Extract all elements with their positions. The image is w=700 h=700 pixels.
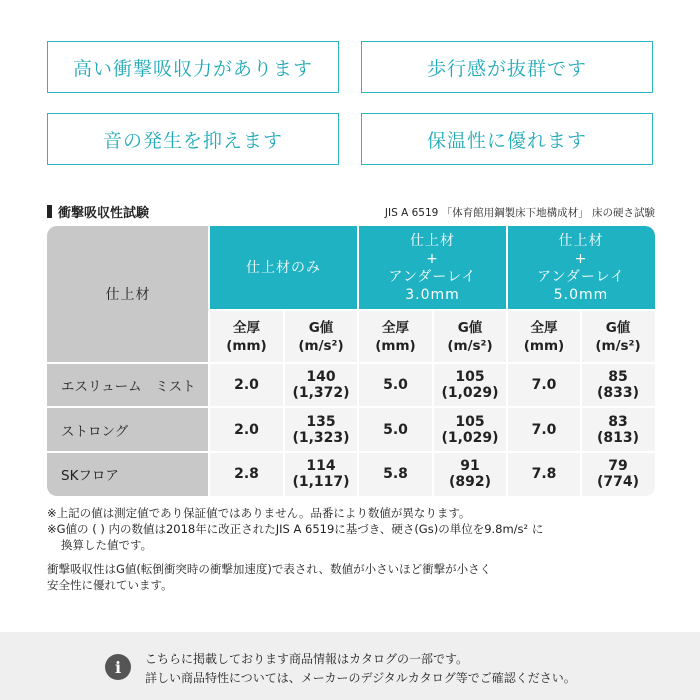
catalog-notice-line: 詳しい商品特性については、メーカーのデジタルカタログ等でご確認ください。 xyxy=(145,671,576,685)
group-header-underlay-5mm xyxy=(507,226,655,310)
table-cell-thickness xyxy=(209,407,284,452)
table-cell-thickness xyxy=(358,363,433,407)
table-cell-g-value xyxy=(581,407,655,452)
cell-value: 2.0 xyxy=(234,421,259,438)
grid-line xyxy=(209,309,655,311)
cell-value-converted: (1,323) xyxy=(292,429,350,446)
group-header-line: アンダーレイ xyxy=(537,269,625,285)
grid-line xyxy=(580,310,582,496)
subheader-label: 全厚 xyxy=(233,319,260,336)
shock-absorption-table xyxy=(47,226,655,496)
cell-value: 85 xyxy=(608,369,628,385)
group-header-line: + xyxy=(574,251,588,267)
group-header-line: 3.0mm xyxy=(405,287,460,303)
subheader-unit: (m/s²) xyxy=(595,337,641,354)
cell-value-converted: (1,372) xyxy=(292,385,350,401)
table-cell-thickness xyxy=(507,363,581,407)
material-name: SKフロア xyxy=(47,452,209,496)
material-name: ストロング xyxy=(47,407,209,452)
grid-line xyxy=(283,310,285,496)
subheader-g-value xyxy=(433,310,507,363)
subheader-label: 全厚 xyxy=(530,319,558,336)
test-standard-label: JIS A 6519 「体育館用鋼製床下地構成材」 床の硬さ試験 xyxy=(384,207,655,219)
table-cell-g-value xyxy=(284,363,358,407)
table-cell-thickness xyxy=(507,452,581,496)
grid-line xyxy=(506,226,508,496)
subheader-unit: (mm) xyxy=(226,337,267,354)
feature-box-sound: 音の発生を抑えます xyxy=(47,113,339,165)
cell-value-converted: (1,029) xyxy=(441,385,499,401)
cell-value: 7.8 xyxy=(531,466,557,482)
cell-value: 5.0 xyxy=(383,377,408,393)
cell-value: 7.0 xyxy=(531,421,557,438)
subheader-g-value xyxy=(581,310,655,363)
catalog-notice-text xyxy=(145,650,576,688)
feature-box-heat-retention: 保温性に優れます xyxy=(361,113,653,165)
group-header-line: アンダーレイ xyxy=(388,269,477,285)
table-cell-g-value xyxy=(433,407,507,452)
section-marker xyxy=(47,205,52,218)
cell-value-converted: (892) xyxy=(448,474,492,490)
table-cell-g-value xyxy=(284,407,358,452)
note-shock-absorption-cont: 安全性に優れています。 xyxy=(47,578,173,592)
subheader-label: G値 xyxy=(605,319,631,336)
table-cell-thickness xyxy=(209,363,284,407)
table-cell-thickness xyxy=(358,407,433,452)
feature-box-walking-feel: 歩行感が抜群です xyxy=(361,41,653,93)
note-g-value: ※G値の ( ) 内の数値は2018年に改正されたJIS A 6519に基づき、硬さ(Gs)の単位を9.8m/s² に xyxy=(47,522,544,536)
table-cell-g-value xyxy=(284,452,358,496)
notes xyxy=(47,505,667,593)
subheader-thickness xyxy=(358,310,433,363)
note-shock-absorption: 衝撃吸収性はG値(転倒衝突時の衝撃加速度)で表され、数値が小さいほど衝撃が小さく xyxy=(47,562,492,576)
cell-value: 5.8 xyxy=(383,466,408,482)
grid-line xyxy=(47,406,655,408)
cell-value: 2.8 xyxy=(234,466,259,482)
subheader-unit: (m/s²) xyxy=(298,337,344,354)
catalog-notice xyxy=(0,632,700,700)
cell-value: 140 xyxy=(306,369,336,385)
table-cell-g-value xyxy=(581,363,655,407)
grid-line xyxy=(47,362,655,364)
table-cell-thickness xyxy=(358,452,433,496)
cell-value: 105 xyxy=(455,369,485,385)
cell-value-converted: (774) xyxy=(596,474,640,490)
cell-value: 79 xyxy=(608,458,628,474)
section-title xyxy=(47,202,149,221)
cell-value: 91 xyxy=(460,458,480,474)
cell-value-converted: (1,029) xyxy=(441,429,499,446)
cell-value: 135 xyxy=(306,413,336,430)
group-header-line: 仕上材のみ xyxy=(246,260,321,276)
group-header-line: 5.0mm xyxy=(553,287,609,303)
table-cell-g-value xyxy=(433,363,507,407)
subheader-thickness xyxy=(209,310,284,363)
cell-value-converted: (813) xyxy=(596,429,640,446)
grid-line xyxy=(208,226,210,496)
note-measurement: ※上記の値は測定値であり保証値ではありません。品番により数値が異なります。 xyxy=(47,506,471,520)
grid-line xyxy=(357,226,359,496)
material-header: 仕上材 xyxy=(47,226,209,363)
table-cell-thickness xyxy=(209,452,284,496)
group-header-underlay-3mm xyxy=(358,226,507,310)
cell-value-converted: (1,117) xyxy=(292,474,350,490)
cell-value: 2.0 xyxy=(234,377,259,393)
cell-value: 5.0 xyxy=(383,421,408,438)
cell-value: 7.0 xyxy=(531,377,557,393)
subheader-thickness xyxy=(507,310,581,363)
subheader-label: G値 xyxy=(457,319,483,336)
section-title-text: 衝撃吸収性試験 xyxy=(58,206,150,221)
note-g-value-cont: 換算した値です。 xyxy=(61,538,153,552)
group-header-line: 仕上材 xyxy=(410,233,455,249)
subheader-g-value xyxy=(284,310,358,363)
info-icon: i xyxy=(105,654,131,680)
cell-value: 105 xyxy=(455,413,485,430)
cell-value: 83 xyxy=(608,413,628,430)
material-name: エスリューム ミスト xyxy=(47,363,209,407)
feature-box-shock-absorption: 高い衝撃吸収力があります xyxy=(47,41,339,93)
cell-value: 114 xyxy=(306,458,336,474)
grid-line xyxy=(47,451,655,453)
group-header-finish-only xyxy=(209,226,358,310)
group-header-line: + xyxy=(426,251,439,267)
group-header-line: 仕上材 xyxy=(558,233,604,249)
cell-value-converted: (833) xyxy=(596,385,640,401)
catalog-notice-line: こちらに掲載しております商品情報はカタログの一部です。 xyxy=(145,652,469,666)
subheader-label: G値 xyxy=(308,319,334,336)
table-cell-g-value xyxy=(581,452,655,496)
subheader-unit: (mm) xyxy=(523,337,565,354)
subheader-label: 全厚 xyxy=(382,319,409,336)
grid-line xyxy=(432,310,434,496)
subheader-unit: (mm) xyxy=(375,337,416,354)
subheader-unit: (m/s²) xyxy=(447,337,493,354)
table-cell-g-value xyxy=(433,452,507,496)
table-cell-thickness xyxy=(507,407,581,452)
